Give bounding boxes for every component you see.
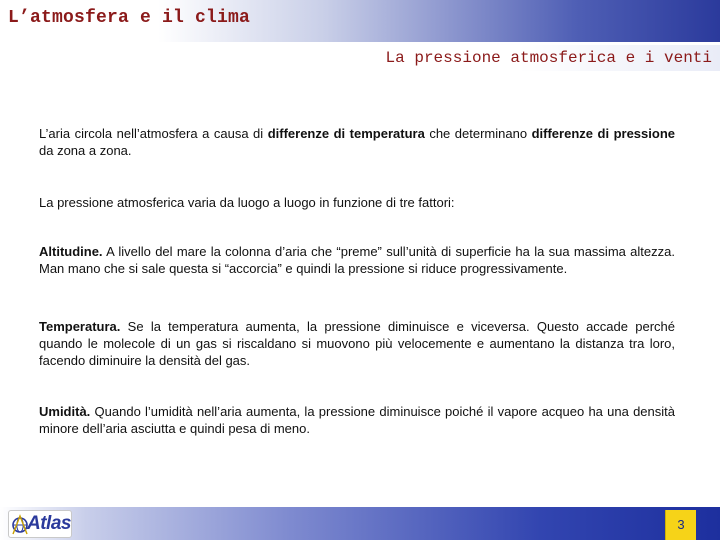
page-title: L’atmosfera e il clima [8, 8, 251, 28]
umidita-heading: Umidità. [39, 404, 91, 419]
paragraph-intro [39, 125, 675, 159]
footer-band [0, 507, 720, 540]
intro-bold-2: differenze di pressione [531, 126, 675, 141]
intro-bold-1: differenze di temperatura [267, 126, 425, 141]
temperatura-text: Se la temperatura aumenta, la pressione diminuisce e viceversa. Questo accade perché quando le molecole di un gas si riscaldano si muovono più velocemente e aumentano la distanza tra loro, facendo diminuire la densità del gas. [39, 319, 675, 368]
page-subtitle: La pressione atmosferica e i venti [385, 49, 712, 67]
paragraph-umidita [39, 403, 675, 437]
intro-text-3: da zona a zona. [39, 143, 132, 158]
page-number: 3 [677, 517, 685, 532]
atlas-logo [8, 510, 72, 538]
paragraph-temperatura [39, 318, 675, 369]
logo-text: Atlas [27, 513, 71, 534]
altitudine-heading: Altitudine. [39, 244, 103, 259]
intro-text-2: che determinano [424, 126, 532, 141]
paragraph-altitudine [39, 243, 675, 277]
paragraph-factors-intro: La pressione atmosferica varia da luogo a luogo in funzione di tre fattori: [39, 195, 455, 210]
altitudine-text: A livello del mare la colonna d’aria che “preme” sull’unità di superficie ha la sua massima altezza. Man mano che si sale questa si “accorcia” e quindi la pressione si riduce progressivamente. [39, 244, 675, 276]
page-number-box [665, 510, 696, 540]
umidita-text: Quando l’umidità nell’aria aumenta, la pressione diminuisce poiché il vapore acqueo ha una densità minore dell’aria asciutta e quindi pesa di meno. [39, 404, 675, 436]
intro-text-1: L’aria circola nell’atmosfera a causa di [39, 126, 268, 141]
temperatura-heading: Temperatura. [39, 319, 121, 334]
